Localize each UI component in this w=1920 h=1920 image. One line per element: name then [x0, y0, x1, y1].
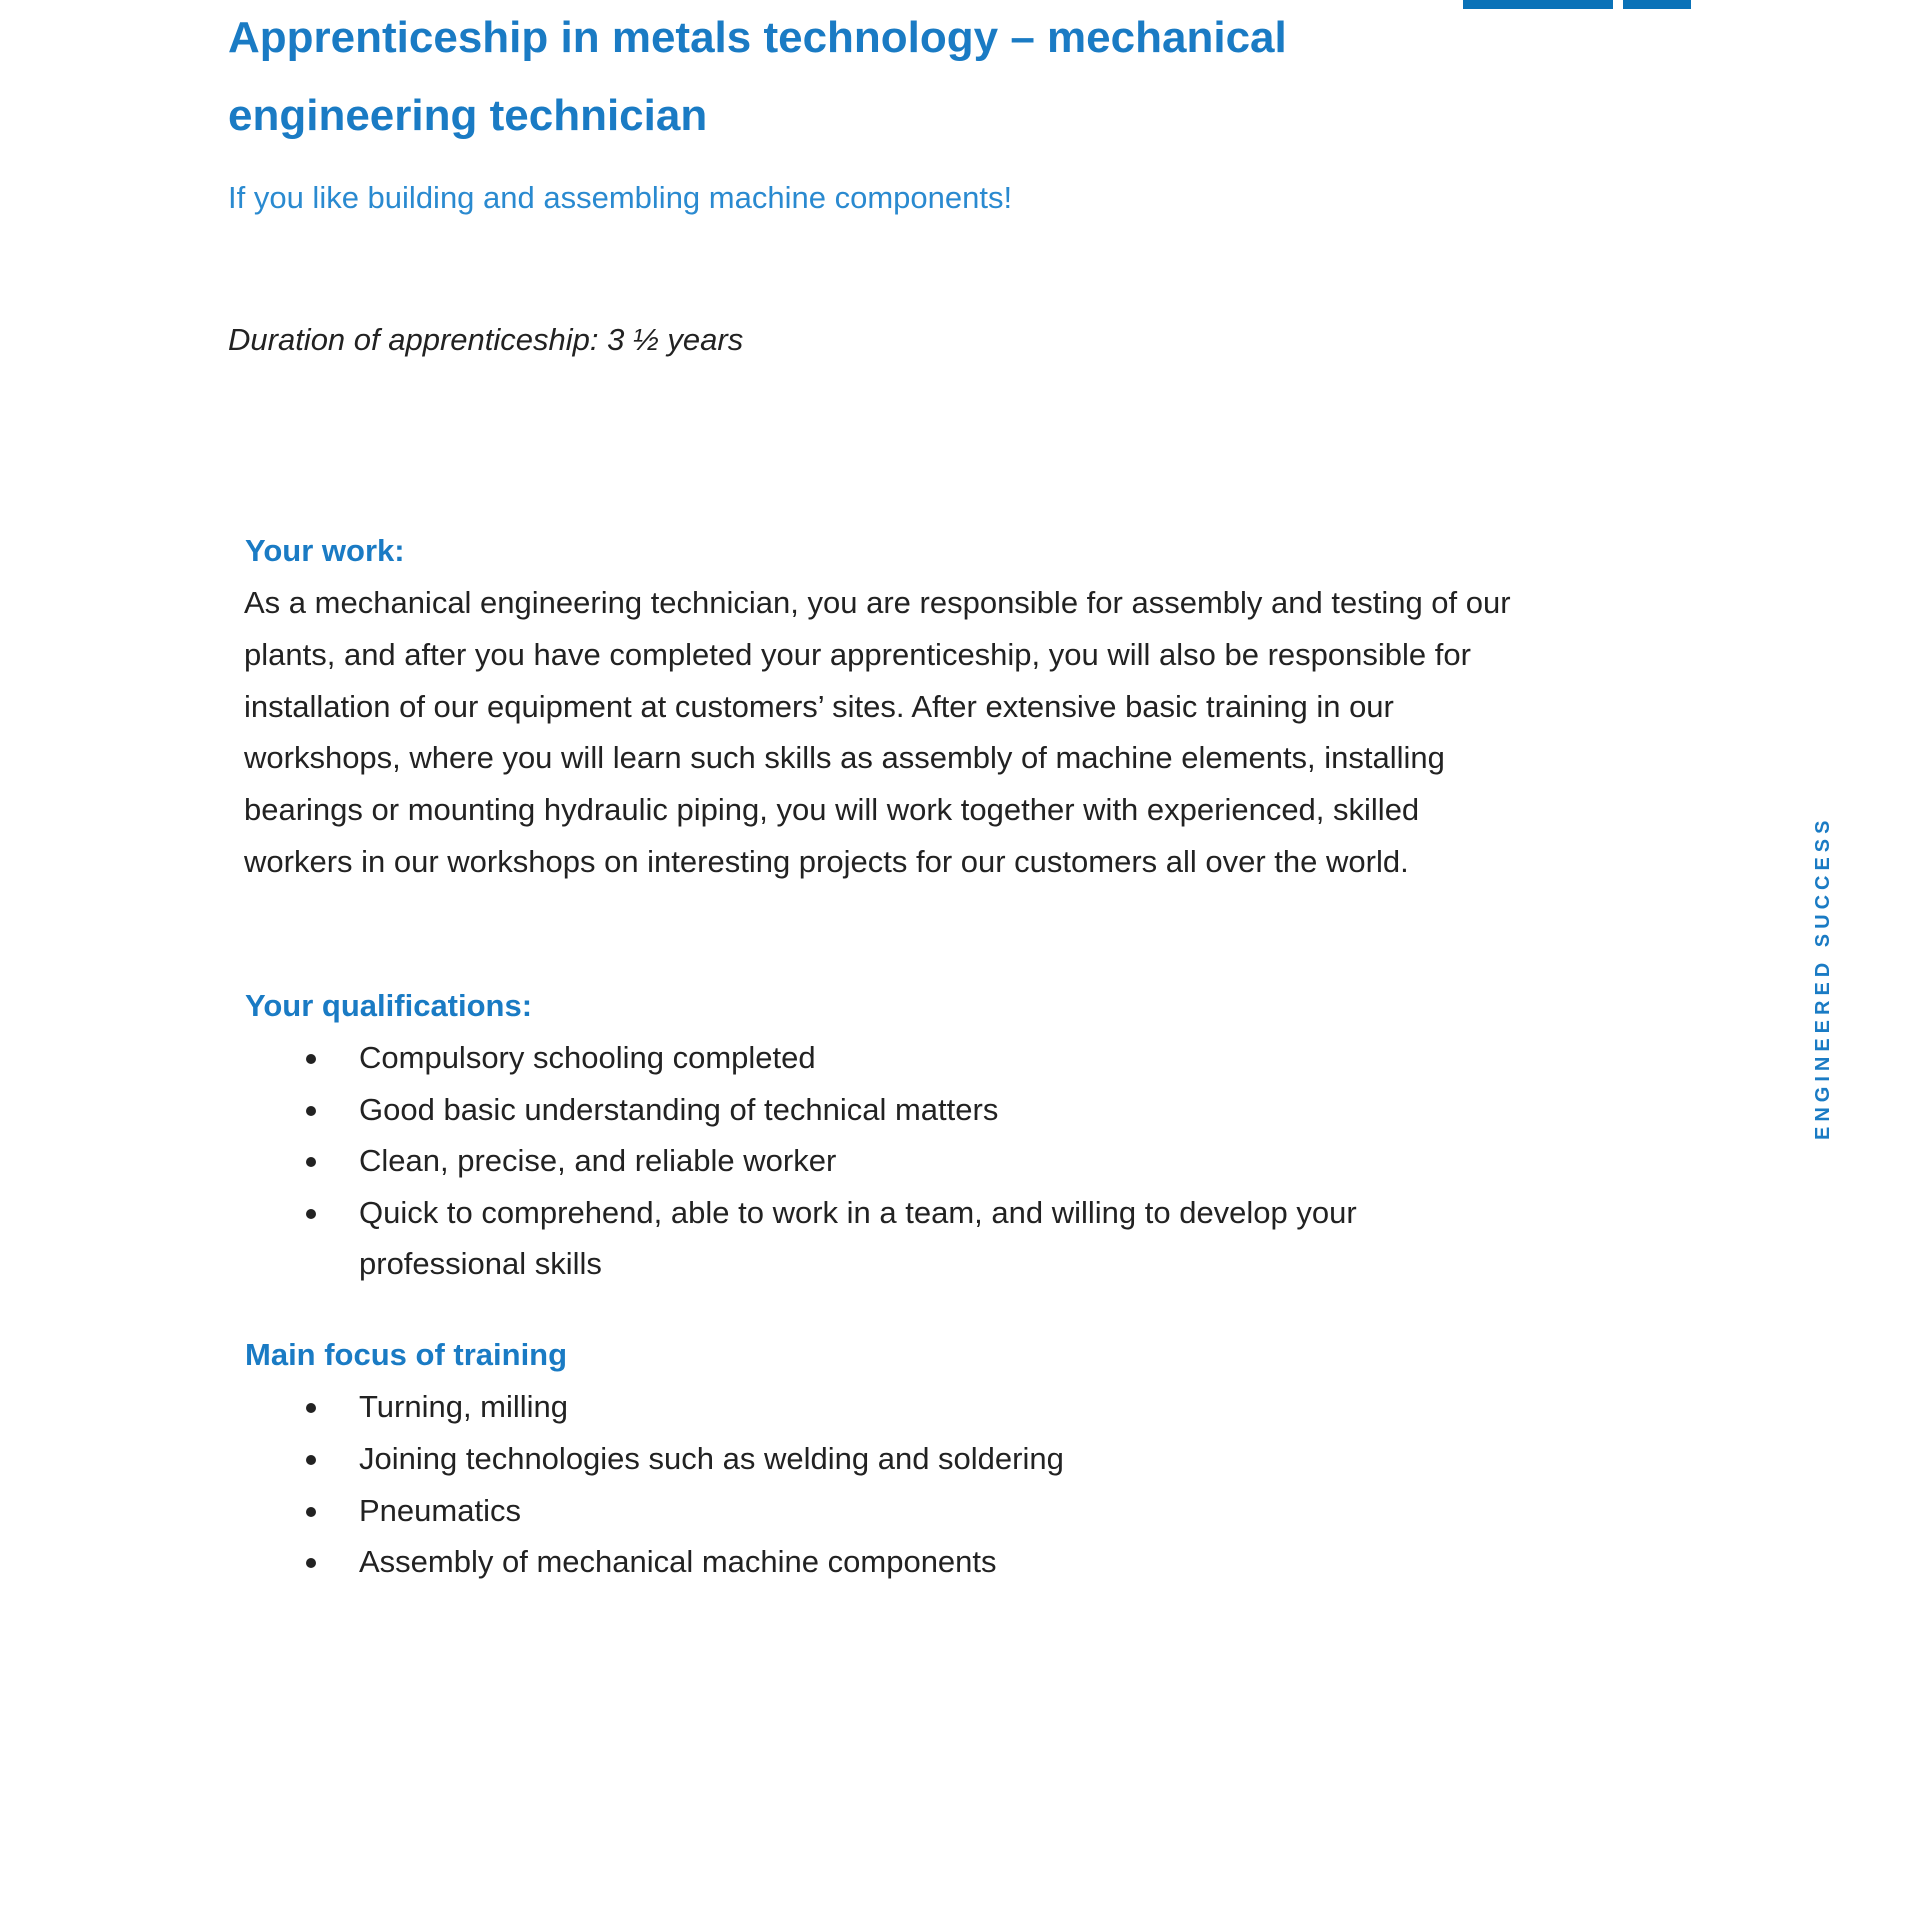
- bullet-icon: [306, 1054, 316, 1064]
- bullet-icon: [306, 1157, 316, 1167]
- qualification-item: Clean, precise, and reliable worker: [359, 1143, 837, 1178]
- training-heading: Main focus of training: [245, 1337, 568, 1372]
- work-line: workers in our workshops on interesting projects for our customers all over the world.: [244, 844, 1409, 879]
- qualifications-heading: Your qualifications:: [245, 988, 533, 1023]
- side-slogan: ENGINEERED SUCCESS: [1812, 815, 1834, 1140]
- training-item: Pneumatics: [359, 1493, 521, 1528]
- page-title-line-1: Apprenticeship in metals technology – mechanical: [228, 13, 1287, 62]
- work-line: plants, and after you have completed your apprenticeship, you will also be responsible for: [244, 637, 1471, 672]
- work-heading: Your work:: [245, 533, 405, 568]
- logo-bar-left: [1463, 0, 1613, 9]
- qualification-item: Compulsory schooling completed: [359, 1040, 816, 1075]
- page-title-line-2: engineering technician: [228, 91, 708, 140]
- logo-bar-right: [1623, 0, 1691, 9]
- qualification-item: Good basic understanding of technical matters: [359, 1092, 999, 1127]
- bullet-icon: [306, 1558, 316, 1568]
- bullet-icon: [306, 1106, 316, 1116]
- bullet-icon: [306, 1507, 316, 1517]
- training-item: Joining technologies such as welding and soldering: [359, 1441, 1064, 1476]
- bullet-icon: [306, 1455, 316, 1465]
- training-item: Assembly of mechanical machine components: [359, 1544, 997, 1579]
- qualification-item: Quick to comprehend, able to work in a team, and willing to develop your: [359, 1195, 1357, 1230]
- work-line: workshops, where you will learn such skills as assembly of machine elements, installing: [244, 740, 1445, 775]
- training-item: Turning, milling: [359, 1389, 569, 1424]
- work-line: bearings or mounting hydraulic piping, you will work together with experienced, skilled: [244, 792, 1420, 827]
- work-line: installation of our equipment at customers’ sites. After extensive basic training in our: [244, 689, 1394, 724]
- bullet-icon: [306, 1403, 316, 1413]
- duration: Duration of apprenticeship: 3 ½ years: [228, 322, 744, 357]
- qualification-item-continued: professional skills: [359, 1246, 602, 1281]
- bullet-icon: [306, 1209, 316, 1219]
- work-line: As a mechanical engineering technician, you are responsible for assembly and testing of our: [244, 585, 1511, 620]
- subtitle: If you like building and assembling machine components!: [228, 180, 1013, 215]
